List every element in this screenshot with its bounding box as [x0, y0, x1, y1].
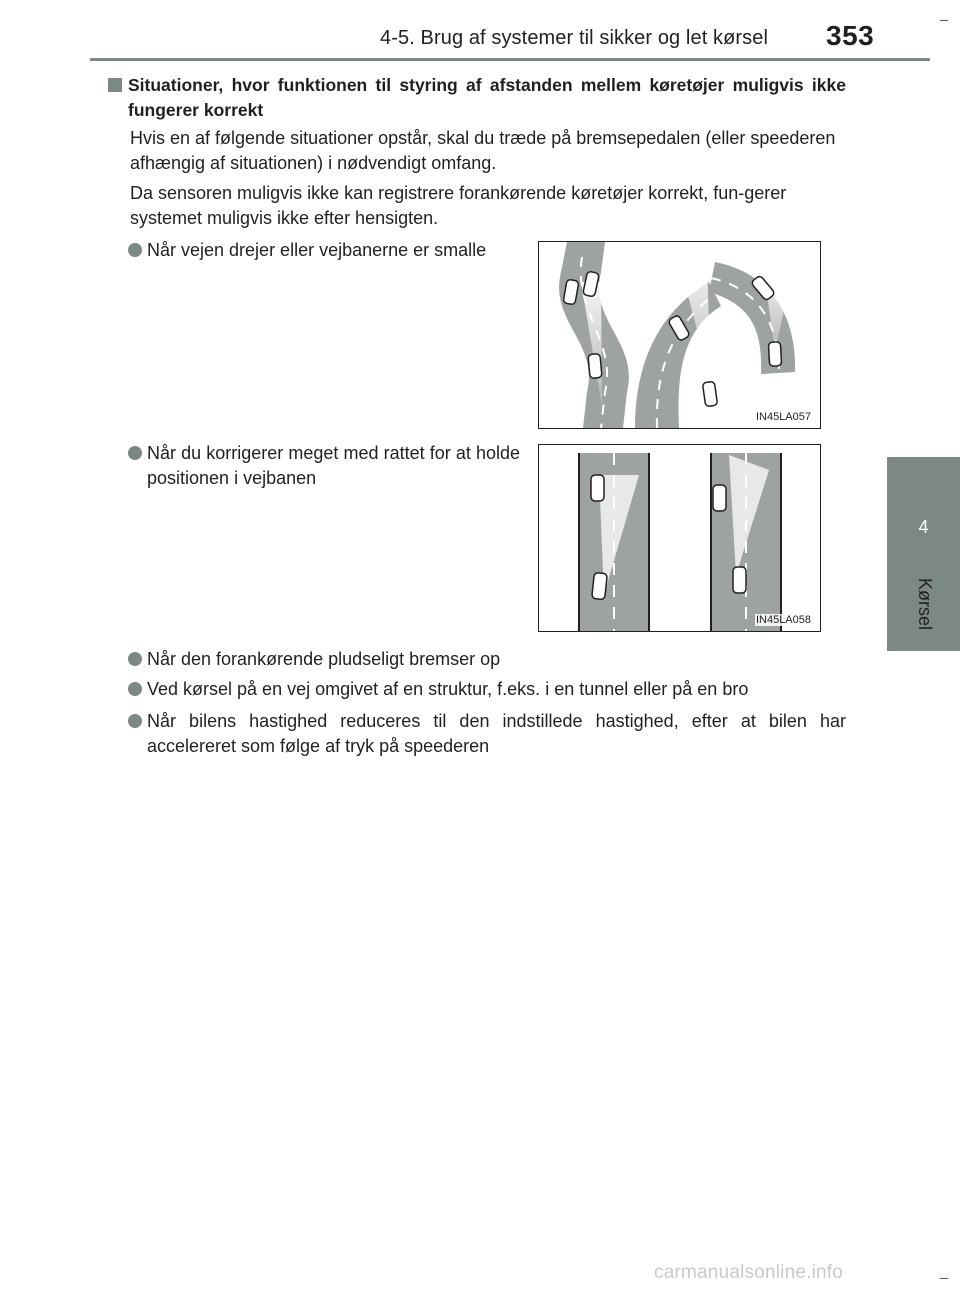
figure-curved-roads [538, 241, 821, 429]
list-item [128, 709, 846, 759]
header-rule [90, 58, 930, 61]
paragraph-2: Da sensoren muligvis ikke kan registrere forankørende køretøjer korrekt, fun-gerer systemet muligvis ikke efter hensigten. [130, 183, 787, 228]
list-item [128, 677, 846, 702]
list-item-text: Ved kørsel på en vej omgivet af en struktur, f.eks. i en tunnel eller på en bro [147, 679, 749, 699]
watermark-logo: carmanualsonline.info [654, 1262, 844, 1283]
list-item-text: Når bilens hastighed reduceres til den indstillede hastighed, efter at bilen har accelereret som følge af tryk på speederen [147, 711, 846, 756]
section-heading-text: Situationer, hvor funktionen til styring af afstanden mellem køretøjer muligvis ikke fungerer korrekt [128, 75, 846, 120]
chapter-label: Kørsel [915, 578, 935, 631]
crop-mark [940, 20, 948, 21]
chapter-number: 4 [918, 517, 929, 537]
page-number: 353 [826, 20, 875, 51]
list-item-text: Når den forankørende pludseligt bremser op [147, 649, 501, 669]
circle-bullet-icon [128, 714, 142, 728]
figure-straight-lanes [538, 444, 821, 632]
running-header: 4-5. Brug af systemer til sikker og let kørsel [380, 27, 769, 49]
circle-bullet-icon [128, 652, 142, 666]
section-heading [108, 73, 846, 123]
figure-code: IN45LA058 [755, 614, 811, 626]
circle-bullet-icon [128, 243, 142, 257]
circle-bullet-icon [128, 682, 142, 696]
circle-bullet-icon [128, 446, 142, 460]
crop-mark [940, 1278, 948, 1279]
list-item-text: Når du korrigerer meget med rattet for at holde positionen i vejbanen [147, 443, 520, 488]
straight-lanes-illustration [539, 445, 820, 631]
list-item [128, 441, 520, 491]
list-item [128, 238, 520, 263]
curved-roads-illustration [539, 242, 820, 428]
figure-code: IN45LA057 [755, 411, 811, 423]
list-item-text: Når vejen drejer eller vejbanerne er smalle [147, 240, 487, 260]
paragraph-1: Hvis en af følgende situationer opstår, skal du træde på bremsepedalen (eller speederen afhængig af situationen) i nødvendigt omfang. [130, 128, 836, 173]
list-item [128, 647, 846, 672]
square-bullet-icon [108, 78, 122, 92]
